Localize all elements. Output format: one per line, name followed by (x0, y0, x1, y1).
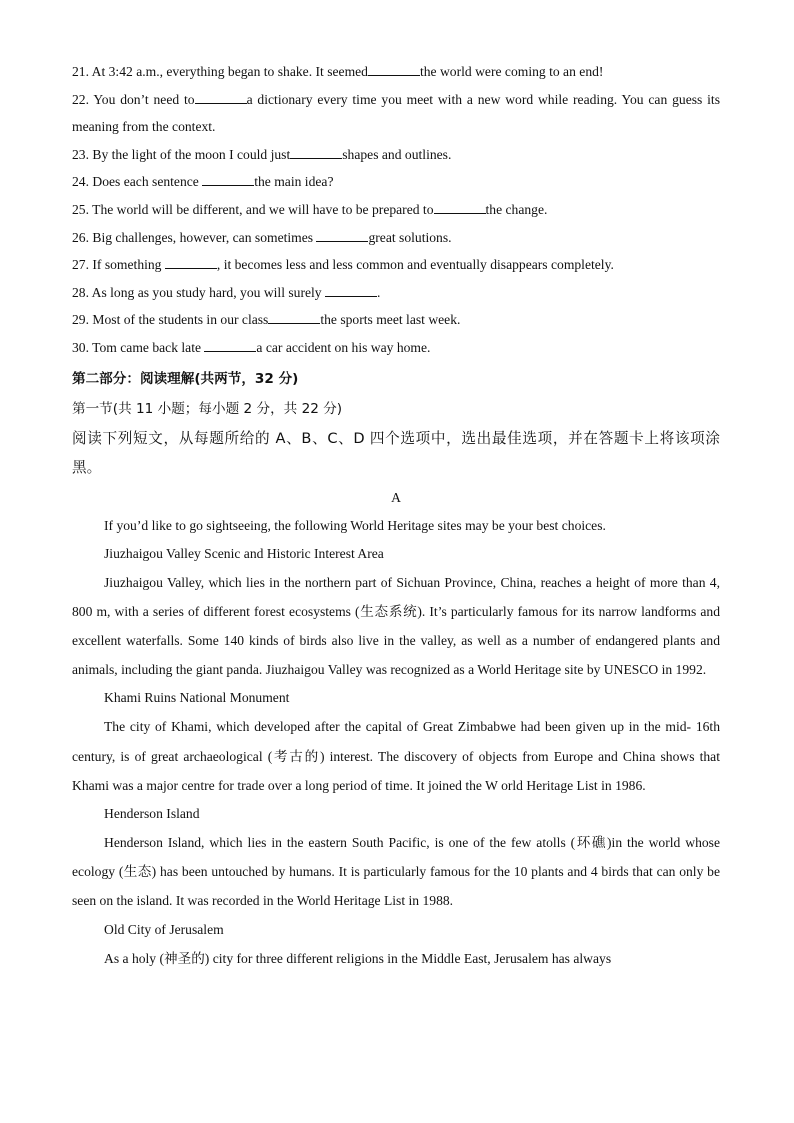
answer-blank (368, 61, 420, 76)
question-text: 25. The world will be different, and we will have to be prepared to (72, 201, 434, 217)
site-heading: Jiuzhaigou Valley Scenic and Historic Interest Area (104, 545, 384, 561)
answer-blank (290, 144, 342, 159)
question-text: a car accident on his way home. (256, 339, 431, 355)
question-text: 28. As long as you study hard, you will surely (72, 284, 325, 300)
question-22 (72, 86, 720, 141)
question-29 (72, 306, 720, 334)
site-heading: Henderson Island (104, 805, 200, 821)
question-25 (72, 196, 720, 224)
instructions: 阅读下列短文，从每题所给的 A、B、C、D 四个选项中，选出最佳选项，并在答题卡上将该项涂黑。 (72, 429, 720, 476)
question-23 (72, 141, 720, 169)
question-text: the world were coming to an end! (419, 64, 604, 79)
question-text: 21. At 3:42 a.m., everything began to shake. It seemed (72, 64, 368, 79)
answer-blank (165, 254, 217, 269)
question-text: . (376, 284, 381, 300)
answer-blank (202, 171, 254, 186)
part-title: 第二部分：阅读理解(共两节，32 分) (72, 370, 299, 387)
question-21 (72, 58, 720, 86)
answer-blank (325, 282, 377, 297)
question-text: 29. Most of the students in our class (72, 312, 269, 328)
passage-intro: If you’d like to go sightseeing, the following World Heritage sites may be your best choices. (104, 517, 606, 533)
question-text: 30. Tom came back late (72, 339, 205, 355)
answer-blank (204, 337, 256, 352)
answer-blank (195, 89, 247, 104)
question-text: great solutions. (368, 229, 452, 245)
site-paragraph: Henderson Island, which lies in the eastern South Pacific, is one of the few atolls (环礁)in the world whose ecology (生态) has been untouched by humans. It is particularly famous for the 10 plants and 4 birds that can only be seen on the island. It was recorded in the World Heritage List in 1988. (72, 834, 720, 909)
question-text: a dictionary every time you meet with a new word while reading. You can guess its meaning from the context. (72, 91, 720, 135)
site-paragraph: The city of Khami, which developed after the capital of Great Zimbabwe had been given up in the mid- 16th century, is of great archaeological (考古的) interest. The discovery of objects from Europe and China shows that Khami was a major centre for trade over a long period of time. It joined the W orld Heritage List in 1986. (72, 719, 720, 793)
passage-label: A (391, 489, 401, 505)
site-paragraph: As a holy (神圣的) city for three different religions in the Middle East, Jerusalem has always (104, 950, 612, 966)
question-text: 26. Big challenges, however, can sometimes (72, 229, 317, 245)
section-title: 第一节(共 11 小题；每小题 2 分，共 22 分) (72, 400, 343, 417)
question-text: the main idea? (254, 174, 334, 190)
question-text: , it becomes less and less common and eventually disappears completely. (216, 257, 614, 273)
site-heading: Khami Ruins National Monument (104, 690, 290, 706)
question-27 (72, 251, 720, 279)
question-28 (72, 279, 720, 307)
question-text: shapes and outlines. (342, 146, 452, 162)
exam-page (72, 58, 720, 973)
question-text: 23. By the light of the moon I could just (72, 146, 291, 162)
answer-blank (316, 227, 368, 242)
question-text: the change. (485, 201, 548, 217)
question-text: 24. Does each sentence (72, 174, 203, 190)
question-26 (72, 224, 720, 252)
site-heading: Old City of Jerusalem (104, 921, 224, 937)
question-text: 27. If something (72, 257, 165, 273)
question-24 (72, 168, 720, 196)
question-text: 22. You don’t need to (72, 91, 195, 107)
question-list (72, 58, 720, 362)
site-paragraph: Jiuzhaigou Valley, which lies in the northern part of Sichuan Province, China, reaches a height of more than 4, 800 m, with a series of different forest ecosystems (生态系统). It’s particularly famous for its narrow landforms and excellent waterfalls. Some 140 kinds of birds also live in the valley, as well as a number of endangered plants and animals, including the giant panda. Jiuzhaigou Valley was recognized as a World Heritage site by UNESCO in 1992. (72, 574, 720, 678)
answer-blank (268, 309, 320, 324)
answer-blank (434, 199, 486, 214)
question-text: the sports meet last week. (320, 312, 461, 328)
question-30 (72, 334, 720, 362)
